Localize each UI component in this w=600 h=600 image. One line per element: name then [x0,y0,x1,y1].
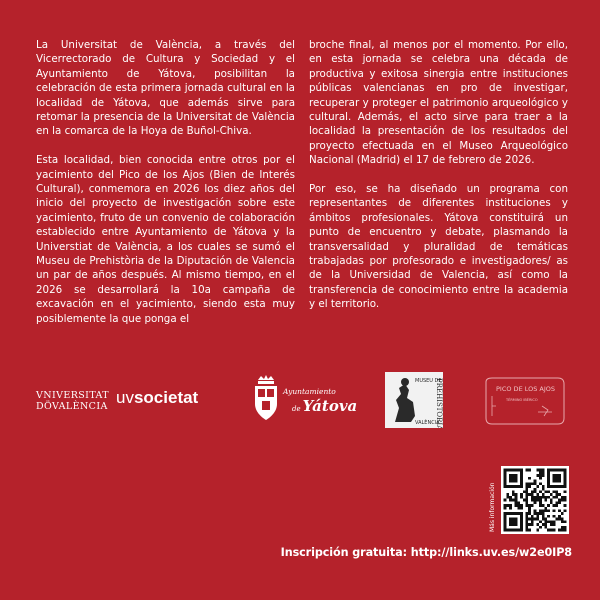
museu-prehistoria-logo [385,372,443,428]
qr-code-icon[interactable] [501,466,569,534]
svg-text:VALÈNCIA: VALÈNCIA [415,420,440,426]
svg-text:PICO DE LOS AJOS: PICO DE LOS AJOS [496,385,556,393]
continuation-paragraph: broche final, al menos por el momento. Por ello, en esta jornada se celebra una década de productiva y exitosa sinergia entre instituciones públicas valencianas en pro de investigar, recuperar y proteger el patrimonio arqueológico y cultural. Además, el acto sirve para traer a la localidad la presentación de los resultados del proyecto efectuada en el Museo Arqueológico Nacional (Madrid) el 17 de febrero de 2026. [309,39,568,167]
universitat-valencia-logo: VNIVERSITAT DÖVALÈNCIA [36,390,110,412]
history-paragraph: Esta localidad, bien conocida entre otros por el yacimiento del Pico de los Ajos (Bien de Interés Cultural), conmemora en 2026 los diez años del inicio del proyecto de investigación sobre este yacimiento, fruto de un convenio de colaboración establecido entre Ayuntamiento de Yátova y la Universtiat de València, a los cuales se sumó el Museu de Prehistòria de la Diputación de Valencia un par de años después. Al mismo tiempo, en el 2026 se desarrollará la 10a campaña de excavación en el yacimiento, siendo esta muy posiblemente la que ponga el [36,154,295,325]
uvsocietat-logo: uvsocietat [116,388,199,407]
left-column [36,38,295,341]
pico-de-los-ajos-logo [482,376,568,426]
yatova-crest-icon [252,374,280,422]
logo-strip [0,370,600,430]
qr-caption: Más información [489,482,496,532]
right-column [309,38,568,326]
ayuntamiento-yatova-logo: Ayuntamiento de Yátova [252,374,352,424]
program-paragraph: Por eso, se ha diseñado un programa con representantes de diferentes instituciones y ámbitos profesionales. Yátova constituirá un punto de encuentro y debate, plasmando la transversalidad y pluralidad de temáticas trabajadas por profesorado e investigadores/ as de la Universidad de Valencia, así como la transferencia de conocimiento entre la academia y el territorio. [309,183,568,311]
svg-text:MUSEU DE: MUSEU DE [415,378,442,384]
svg-text:PREHISTÒRIA: PREHISTÒRIA [435,378,443,428]
intro-paragraph: La Universitat de València, a través del Vicerrectorado de Cultura y Sociedad y el Ayuntamiento de Yátova, posibilitan la celebración de esta primera jornada cultural en la localidad de Yátova, que además sirve para retomar la presencia de la Universitat de València en la comarca de la Hoya de Buñol-Chiva. [36,39,295,138]
registration-link[interactable]: Inscripción gratuita: http://links.uv.es/w2e0IP8 [280,546,572,559]
svg-text:TÉRMINO IBÉRICO: TÉRMINO IBÉRICO [506,398,538,402]
